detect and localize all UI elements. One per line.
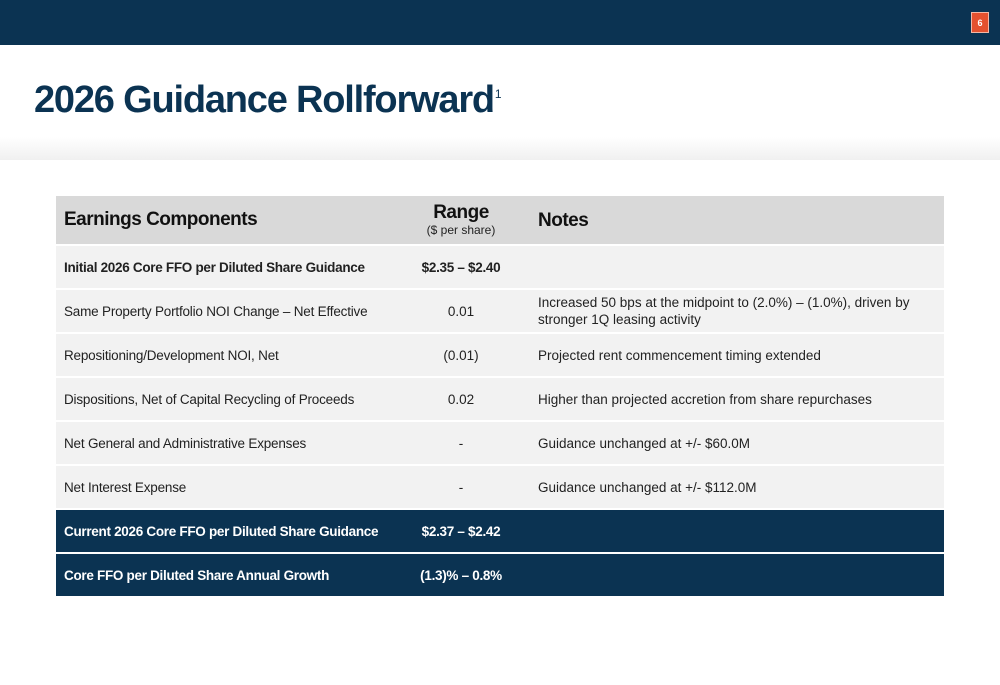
- table-row: [56, 334, 944, 378]
- table-row: [56, 554, 944, 598]
- notes-cell: Guidance unchanged at +/- $112.0M: [538, 479, 757, 495]
- range-cell: (0.01): [443, 347, 479, 363]
- notes-cell: Projected rent commencement timing extended: [538, 347, 821, 363]
- header-range: Range: [433, 202, 489, 223]
- component-cell: Dispositions, Net of Capital Recycling of Proceeds: [64, 391, 355, 407]
- page-title-text: 2026 Guidance Rollforward: [34, 79, 494, 121]
- component-cell: Current 2026 Core FFO per Diluted Share Guidance: [64, 523, 379, 539]
- notes-cell: Guidance unchanged at +/- $60.0M: [538, 435, 751, 451]
- table-row: [56, 422, 944, 466]
- component-cell: Same Property Portfolio NOI Change – Net Effective: [64, 303, 368, 319]
- range-cell: $2.35 – $2.40: [421, 259, 501, 275]
- component-cell: Net General and Administrative Expenses: [64, 435, 307, 451]
- range-cell: (1.3)% – 0.8%: [420, 567, 502, 583]
- page-title: [34, 78, 501, 122]
- range-cell: $2.37 – $2.42: [421, 523, 501, 539]
- table-row: [56, 290, 944, 334]
- table-row: [56, 246, 944, 290]
- range-cell: 0.01: [447, 303, 475, 319]
- top-bar: [0, 0, 1000, 45]
- range-cell: 0.02: [447, 391, 475, 407]
- table-header-row: [56, 196, 944, 246]
- range-cell: -: [458, 479, 464, 495]
- table-row: [56, 510, 944, 554]
- notes-cell: Increased 50 bps at the midpoint to (2.0%) – (1.0%), driven by stronger 1Q leasing activity: [538, 295, 910, 327]
- header-notes: Notes: [538, 209, 589, 231]
- header-components: Earnings Components: [64, 209, 258, 230]
- component-cell: Initial 2026 Core FFO per Diluted Share Guidance: [64, 259, 365, 275]
- component-cell: Core FFO per Diluted Share Annual Growth: [64, 567, 330, 583]
- header-range-unit: ($ per share): [426, 223, 496, 237]
- title-footnote: 1: [494, 87, 502, 101]
- range-cell: -: [458, 435, 464, 451]
- table-row: [56, 466, 944, 510]
- component-cell: Repositioning/Development NOI, Net: [64, 347, 279, 363]
- guidance-table: [56, 196, 944, 598]
- notes-cell: Higher than projected accretion from share repurchases: [538, 391, 872, 407]
- table-row: [56, 378, 944, 422]
- component-cell: Net Interest Expense: [64, 479, 187, 495]
- page-number-badge: 6: [971, 12, 989, 33]
- header-range-cell: [404, 203, 518, 237]
